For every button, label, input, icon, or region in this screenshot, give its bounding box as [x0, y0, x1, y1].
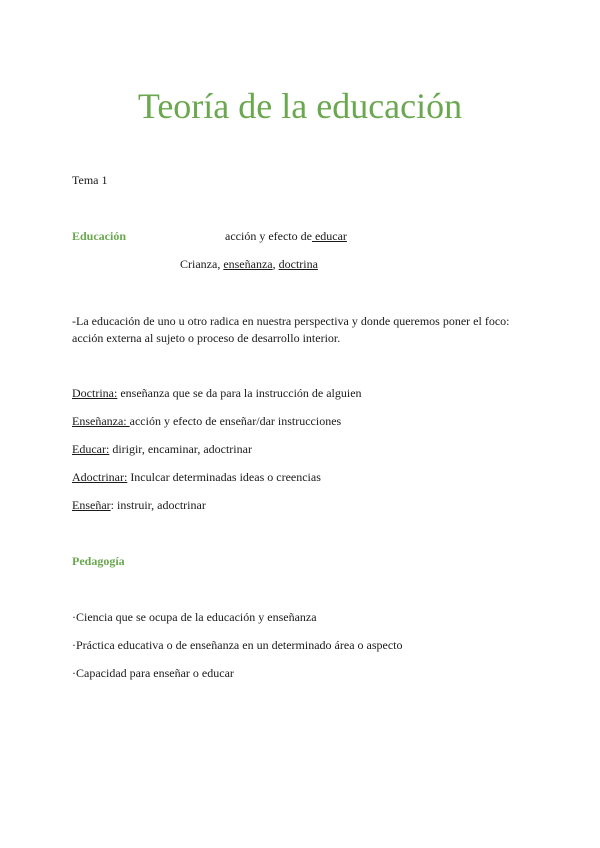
educar-term: educar: [311, 229, 347, 243]
definition-term: Enseñar: [72, 498, 111, 512]
synonym-ensenanza: enseñanza: [223, 257, 273, 271]
definition-adoctrinar: [72, 469, 321, 485]
definition-doctrina: [72, 385, 362, 401]
pedagogia-item-ciencia: ·Ciencia que se ocupa de la educación y enseñanza: [72, 610, 317, 624]
definition-text: acción y efecto de enseñar/dar instrucciones: [129, 414, 342, 428]
pedagogia-heading: Pedagogía: [72, 554, 125, 568]
page-title: Teoría de la educación: [137, 86, 463, 126]
definition-text: Inculcar determinadas ideas o creencias: [127, 470, 321, 484]
topic-label: Tema 1: [72, 173, 108, 187]
educacion-definition-row: [72, 228, 347, 244]
educacion-heading: Educación: [72, 229, 127, 243]
definition-term: Educar:: [72, 442, 110, 456]
synonym-doctrina: doctrina: [278, 257, 318, 271]
pedagogia-item-capacidad: ·Capacidad para enseñar o educar: [72, 666, 234, 680]
education-perspective-paragraph: -La educación de uno u otro radica en nuestra perspectiva y donde queremos poner el foco: acción externa al sujeto o proceso de desarrollo interior.: [72, 314, 510, 345]
definition-educar: [72, 441, 252, 457]
synonym-separator: ,: [272, 257, 279, 271]
definition-text: dirigir, encaminar, adoctrinar: [109, 442, 252, 456]
definition-term: Enseñanza:: [72, 414, 130, 428]
definition-term: Adoctrinar:: [72, 470, 128, 484]
synonym-crianza: Crianza,: [180, 257, 224, 271]
pedagogia-item-practica: ·Práctica educativa o de enseñanza en un determinado área o aspecto: [72, 638, 403, 652]
definition-ensenar: [72, 497, 206, 513]
definition-text: : instruir, adoctrinar: [110, 498, 206, 512]
definition-term: Doctrina:: [72, 386, 118, 400]
definition-text: enseñanza que se da para la instrucción de alguien: [117, 386, 362, 400]
educacion-synonyms: [180, 256, 318, 272]
educacion-definition-prefix: acción y efecto de: [225, 229, 312, 243]
definition-ensenanza: [72, 413, 341, 429]
educacion-definition: [225, 228, 347, 244]
